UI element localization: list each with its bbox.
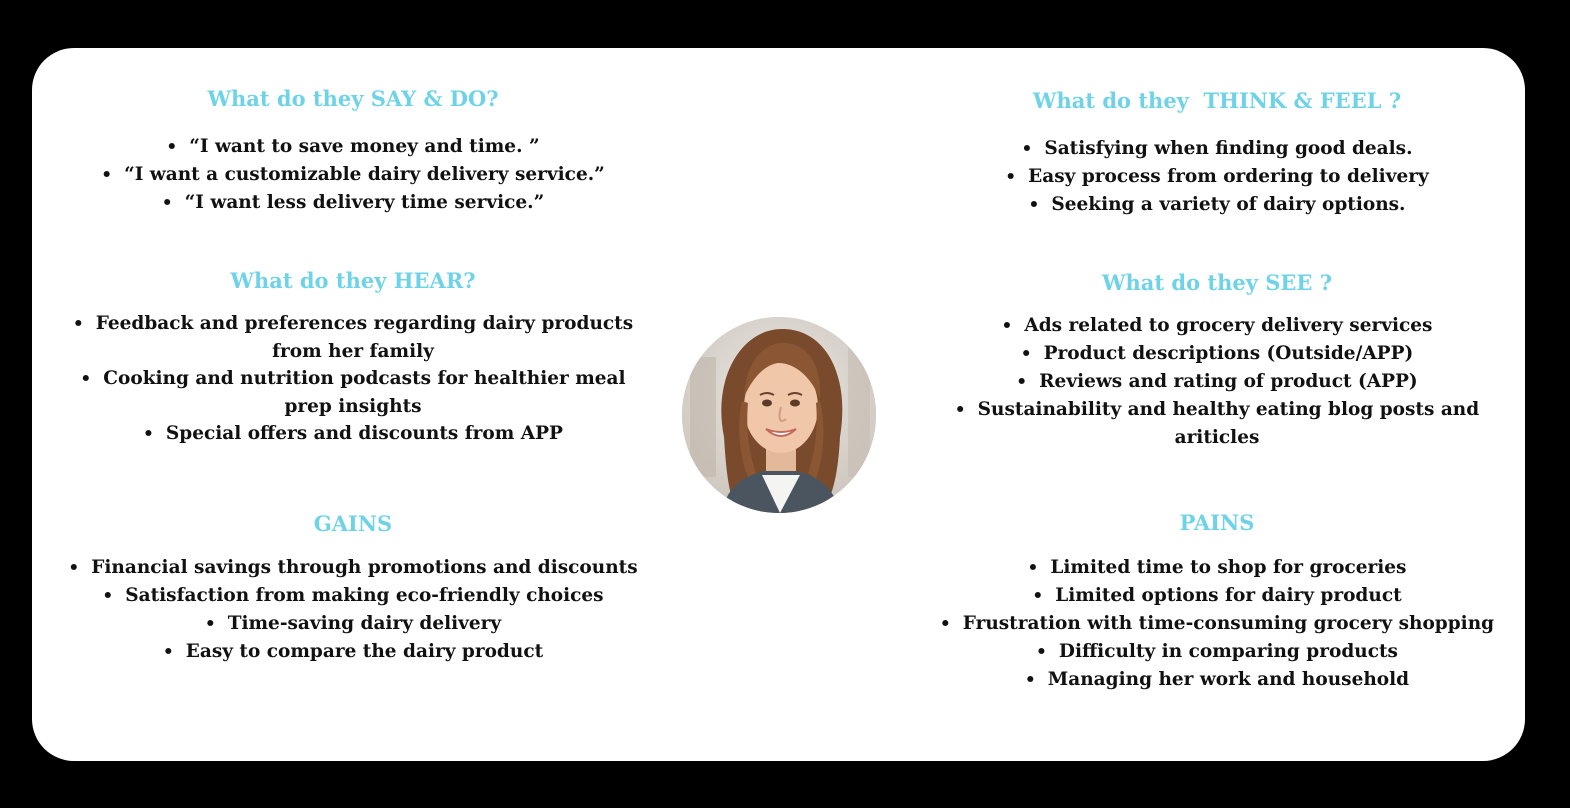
say-do-title: What do they SAY & DO? <box>207 86 499 111</box>
see-section <box>930 270 1504 451</box>
hear-list <box>66 310 640 448</box>
hear-section <box>66 268 640 448</box>
see-list <box>930 312 1504 451</box>
list-item: • Limited options for dairy product <box>930 582 1504 610</box>
gains-title: GAINS <box>313 511 393 536</box>
list-item: • Special offers and discounts from APP <box>66 420 640 448</box>
list-item: • “I want to save money and time. ” <box>66 133 640 161</box>
list-item: • Easy process from ordering to delivery <box>930 163 1504 191</box>
list-item: • “I want less delivery time service.” <box>66 189 640 217</box>
persona-avatar <box>682 317 876 513</box>
list-item: • Reviews and rating of product (APP) <box>930 368 1504 396</box>
list-item: • “I want a customizable dairy delivery service.” <box>66 161 640 189</box>
think-feel-title: What do they THINK & FEEL ? <box>1032 88 1402 113</box>
pains-list <box>930 554 1504 694</box>
list-item: • Satisfying when finding good deals. <box>930 135 1504 163</box>
gains-section <box>66 511 640 666</box>
list-item: • Sustainability and healthy eating blog posts and ariticles <box>930 396 1504 451</box>
list-item: • Seeking a variety of dairy options. <box>930 191 1504 219</box>
list-item: • Satisfaction from making eco-friendly choices <box>66 582 640 610</box>
list-item: • Time-saving dairy delivery <box>66 610 640 638</box>
list-item: • Product descriptions (Outside/APP) <box>930 340 1504 368</box>
see-title: What do they SEE ? <box>1101 270 1333 295</box>
list-item: • Ads related to grocery delivery services <box>930 312 1504 340</box>
list-item: • Frustration with time-consuming grocery shopping <box>930 610 1504 638</box>
list-item: • Easy to compare the dairy product <box>66 638 640 666</box>
think-feel-list <box>930 135 1504 219</box>
list-item: • Feedback and preferences regarding dairy products from her family <box>66 310 640 365</box>
list-item: • Financial savings through promotions and discounts <box>66 554 640 582</box>
list-item: • Managing her work and household <box>930 666 1504 694</box>
list-item: • Difficulty in comparing products <box>930 638 1504 666</box>
pains-title: PAINS <box>1179 510 1255 535</box>
say-do-list <box>66 133 640 217</box>
persona-photo <box>682 317 876 513</box>
pains-section <box>930 510 1504 694</box>
list-item: • Limited time to shop for groceries <box>930 554 1504 582</box>
gains-list <box>66 554 640 666</box>
say-do-section <box>66 86 640 217</box>
think-feel-section <box>930 88 1504 219</box>
hear-title: What do they HEAR? <box>230 268 476 293</box>
list-item: • Cooking and nutrition podcasts for healthier meal prep insights <box>66 365 640 420</box>
